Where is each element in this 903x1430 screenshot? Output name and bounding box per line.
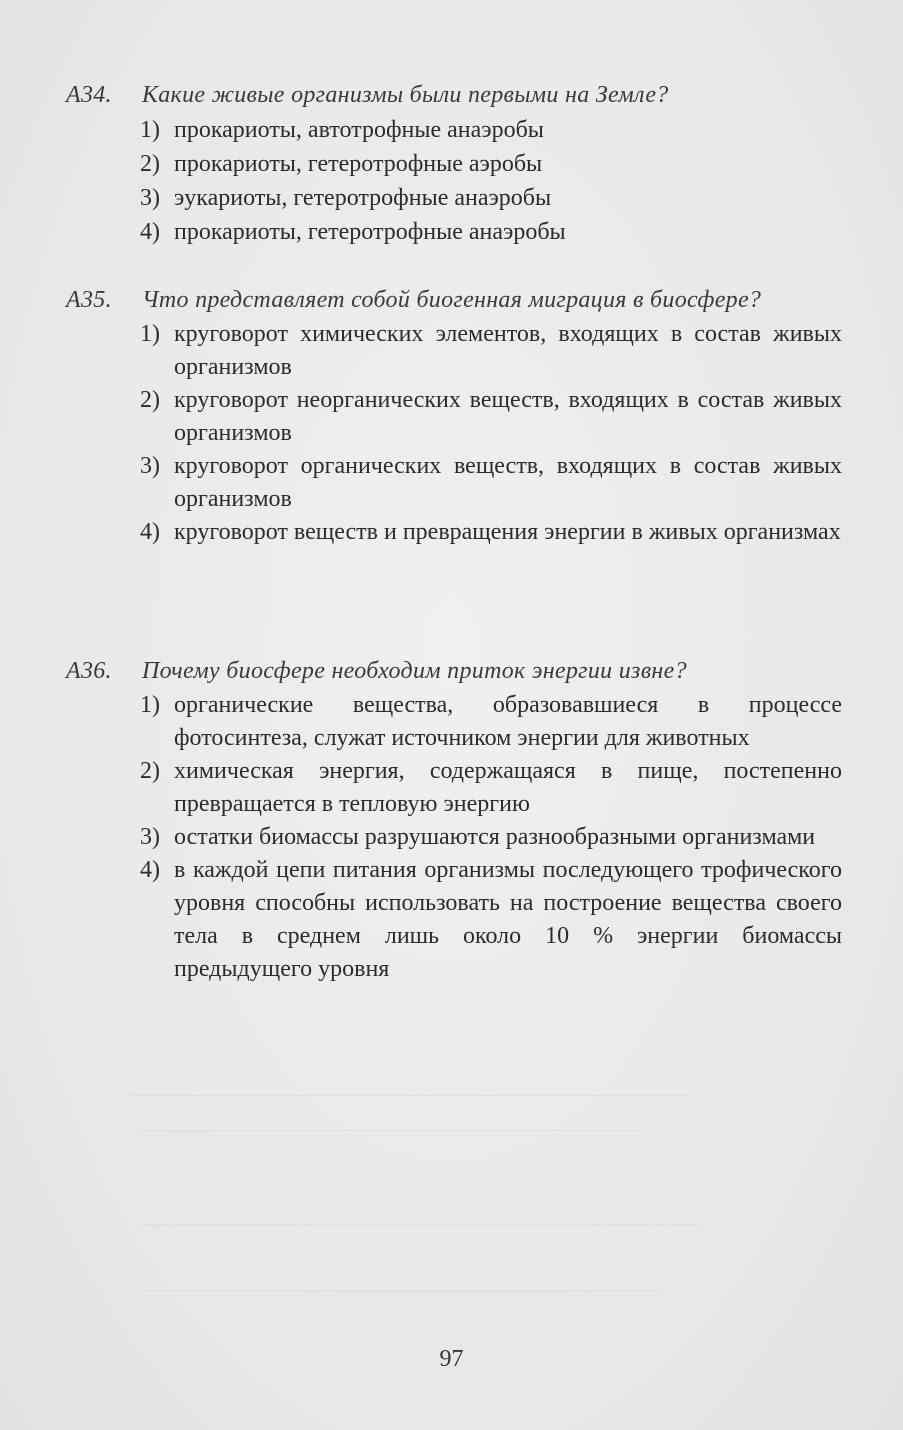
answer-text: прокариоты, гетеротрофные анаэробы bbox=[174, 219, 566, 245]
answer-text: круговорот веществ и превращения энергии в живых организмах bbox=[174, 519, 841, 545]
answer-text: круговорот неорганических веществ, входящих в состав живых организмов bbox=[174, 387, 842, 446]
answer-number: 4) bbox=[140, 219, 160, 245]
answer-option bbox=[140, 689, 842, 755]
answer-option bbox=[140, 384, 842, 450]
bleed-through-line bbox=[140, 1290, 660, 1291]
answer-text: эукариоты, гетеротрофные анаэробы bbox=[174, 185, 552, 211]
answer-text: круговорот химических элементов, входящих в состав живых организмов bbox=[174, 321, 842, 380]
bleed-through-line bbox=[140, 1225, 700, 1226]
answer-number: 2) bbox=[140, 151, 160, 177]
question-heading bbox=[66, 285, 842, 316]
answer-number: 2) bbox=[140, 387, 160, 413]
answer-text: прокариоты, гетеротрофные аэробы bbox=[174, 151, 543, 177]
answer-option bbox=[140, 147, 842, 181]
answer-number: 3) bbox=[140, 185, 160, 211]
page-number: 97 bbox=[439, 1346, 464, 1372]
question-number: А35. bbox=[66, 287, 112, 313]
answer-number: 4) bbox=[140, 857, 160, 883]
answer-option bbox=[140, 215, 842, 249]
answer-option bbox=[140, 113, 842, 147]
answer-text: в каждой цепи питания организмы последующего трофического уровня способны использовать на построение вещества своего тела в среднем лишь около 10 % энергии биомассы предыдущего уровня bbox=[174, 857, 842, 982]
question-number: А34. bbox=[66, 82, 112, 108]
question-a35 bbox=[66, 285, 842, 549]
answer-option bbox=[140, 821, 842, 854]
answer-option bbox=[140, 755, 842, 821]
answer-option bbox=[140, 181, 842, 215]
question-text: Что представляет собой биогенная миграция в биосфере? bbox=[142, 287, 762, 313]
question-number: А36. bbox=[66, 658, 112, 684]
answer-number: 3) bbox=[140, 453, 160, 479]
answer-option bbox=[140, 318, 842, 384]
answer-number: 1) bbox=[140, 117, 160, 143]
question-a36 bbox=[66, 656, 842, 986]
answer-list bbox=[66, 113, 842, 249]
question-a34 bbox=[66, 80, 842, 249]
bleed-through-line bbox=[130, 1095, 690, 1096]
answer-number: 3) bbox=[140, 824, 160, 850]
question-heading bbox=[66, 80, 842, 111]
question-heading bbox=[66, 656, 842, 687]
answer-option bbox=[140, 450, 842, 516]
bleed-through-line bbox=[140, 1130, 640, 1131]
answer-list bbox=[66, 318, 842, 549]
answer-number: 1) bbox=[140, 321, 160, 347]
question-text: Какие живые организмы были первыми на Земле? bbox=[142, 82, 669, 108]
answer-text: круговорот органических веществ, входящих в состав живых организмов bbox=[174, 453, 842, 512]
answer-text: прокариоты, автотрофные анаэробы bbox=[174, 117, 544, 143]
answer-text: остатки биомассы разрушаются разнообразными организмами bbox=[174, 824, 816, 850]
answer-text: органические вещества, образовавшиеся в процессе фотосинтеза, служат источником энергии для животных bbox=[174, 692, 842, 751]
answer-text: химическая энергия, содержащаяся в пище, постепенно превращается в тепловую энергию bbox=[174, 758, 842, 817]
answer-list bbox=[66, 689, 842, 986]
answer-number: 1) bbox=[140, 692, 160, 718]
answer-option bbox=[140, 854, 842, 986]
answer-number: 2) bbox=[140, 758, 160, 784]
answer-option bbox=[140, 516, 842, 549]
question-text: Почему биосфере необходим приток энергии извне? bbox=[142, 658, 687, 684]
answer-number: 4) bbox=[140, 519, 160, 545]
